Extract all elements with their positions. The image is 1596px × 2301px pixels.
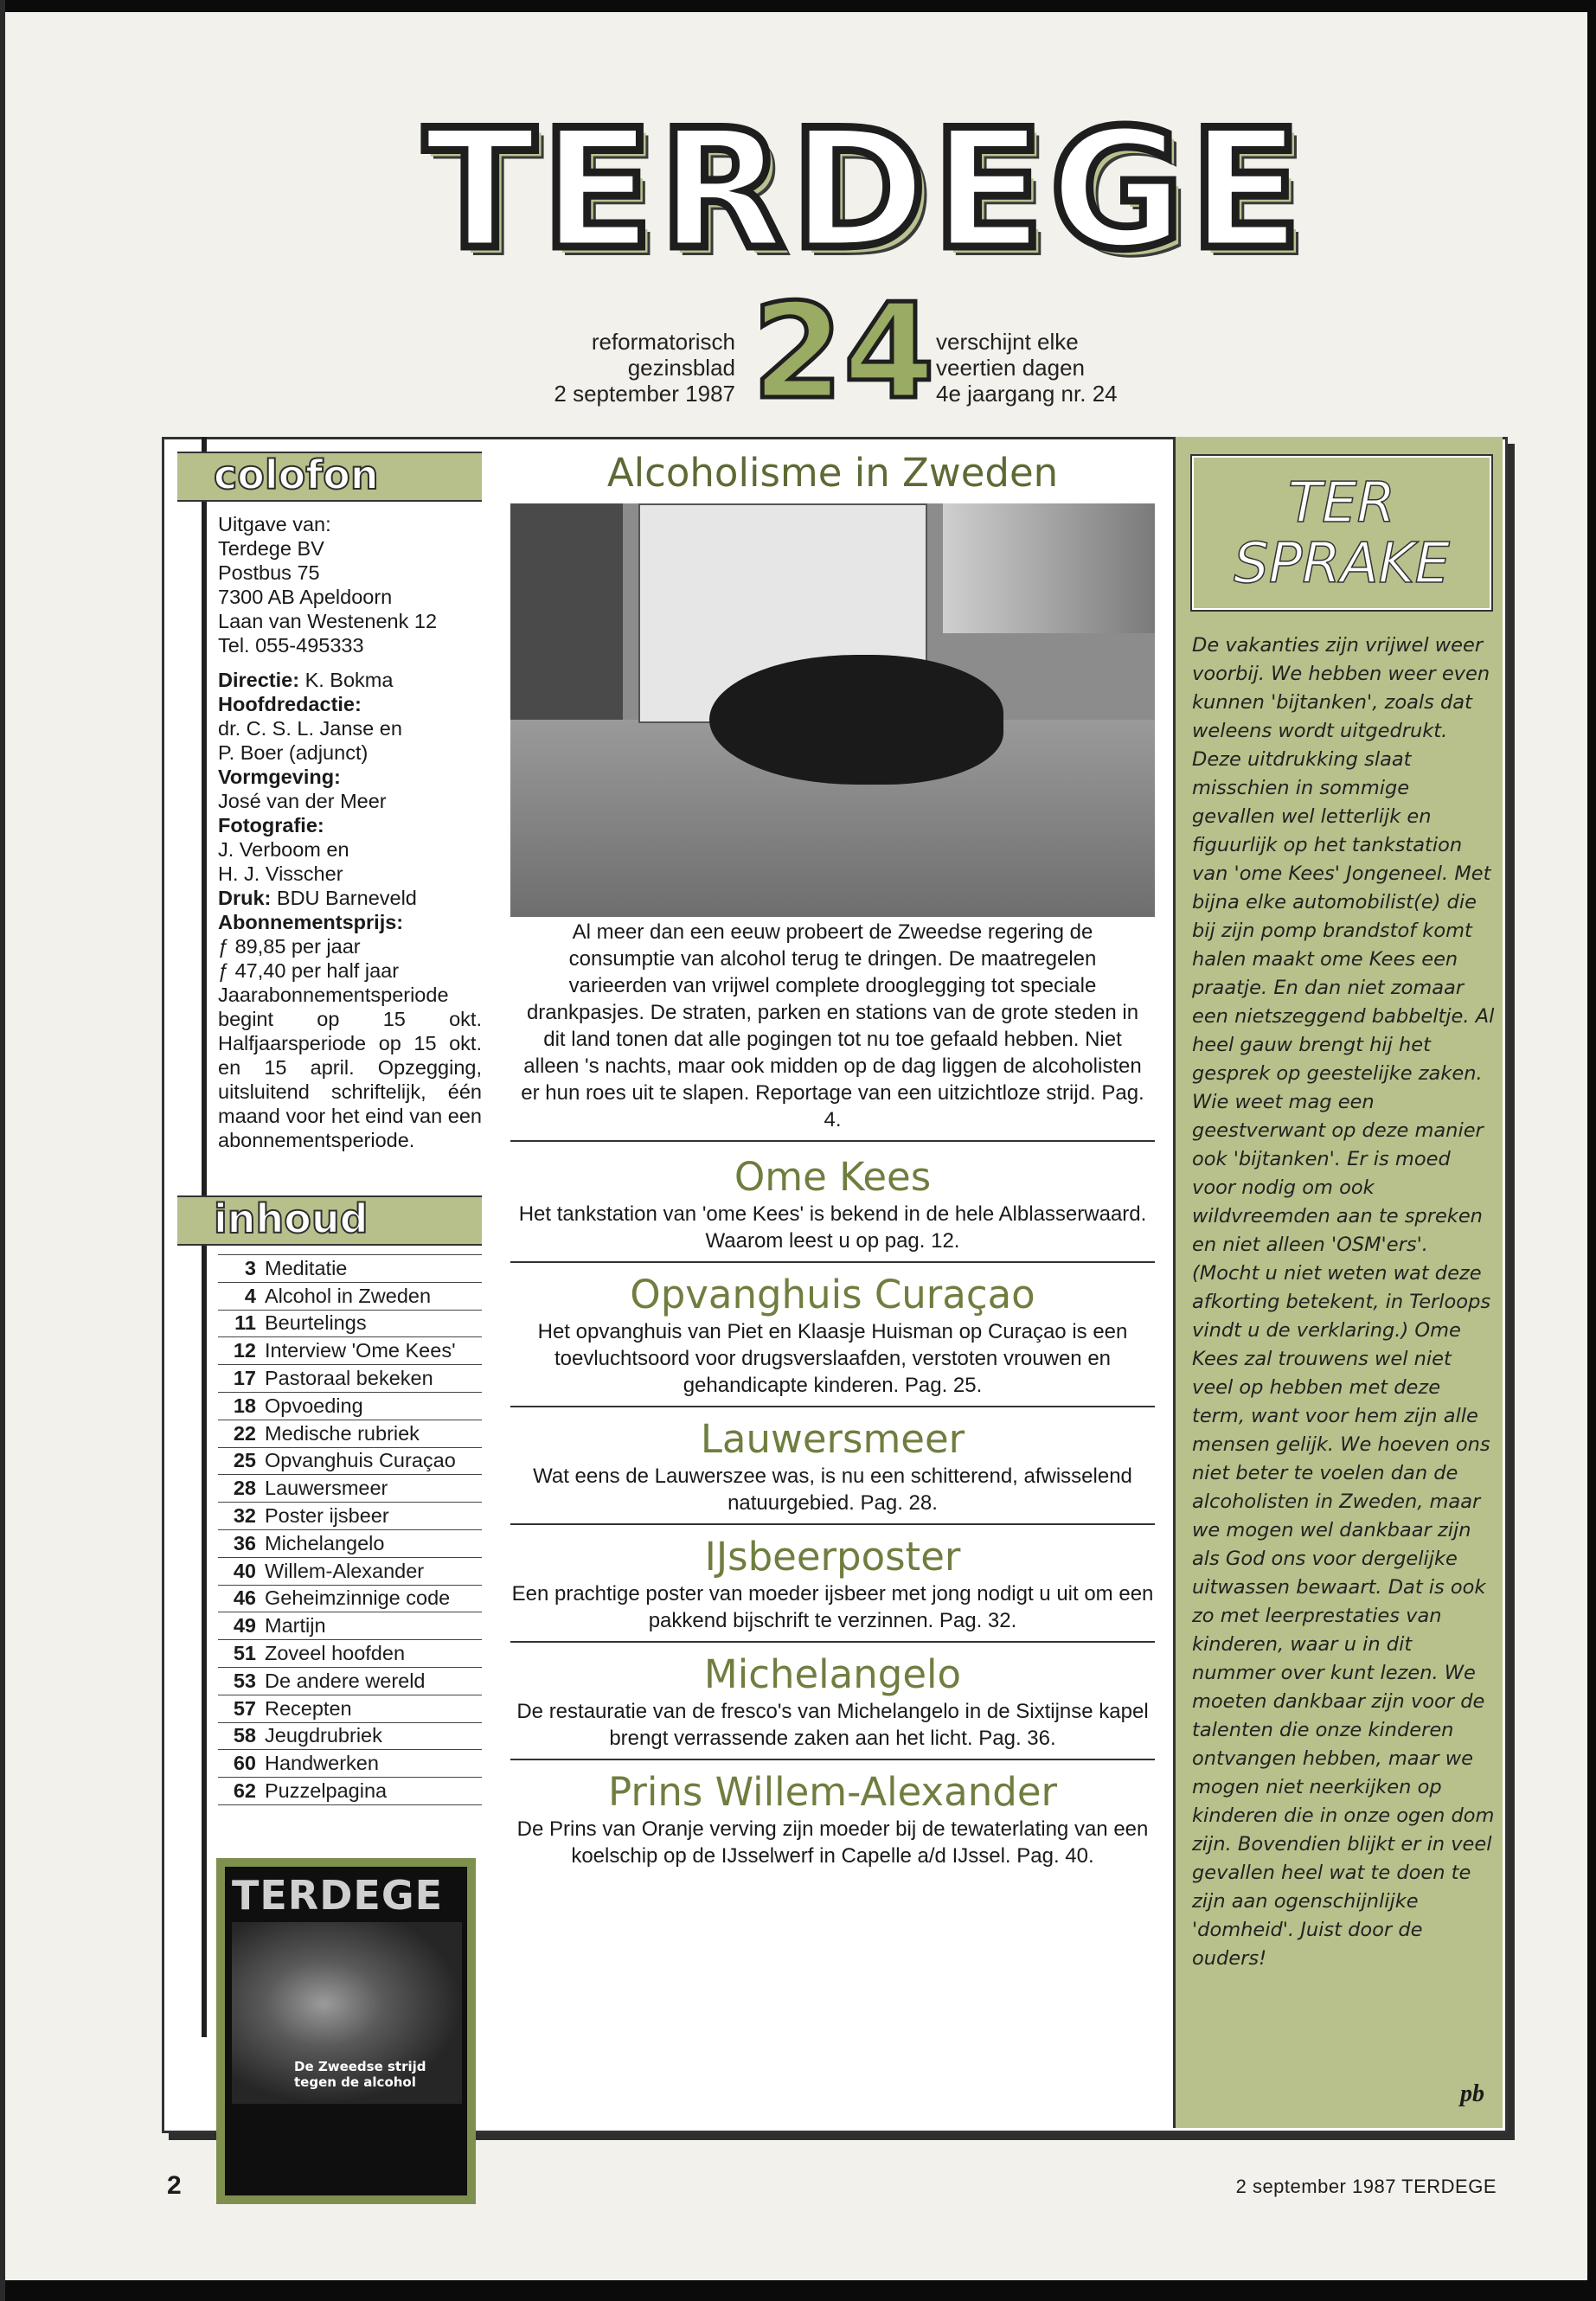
- toc-title: Pastoraal bekeken: [265, 1366, 433, 1389]
- article-divider: [510, 1641, 1155, 1643]
- toc-title: Opvanghuis Curaçao: [265, 1449, 456, 1472]
- toc-page-number: 46: [233, 1586, 256, 1610]
- table-of-contents: [218, 1254, 482, 1805]
- toc-page-number: 3: [244, 1256, 256, 1279]
- colofon-label: [218, 765, 482, 789]
- inhoud-heading: inhoud: [177, 1195, 482, 1246]
- toc-title: Willem-Alexander: [265, 1559, 425, 1582]
- colofon-label: Directie:: [218, 669, 300, 691]
- toc-page-number: 17: [233, 1366, 256, 1389]
- colofon-value: H. J. Visscher: [218, 862, 343, 885]
- article-title: IJsbeerposter: [704, 1534, 961, 1580]
- toc-item: [218, 1337, 482, 1365]
- article-divider: [510, 1261, 1155, 1263]
- toc-page-number: 22: [233, 1421, 256, 1445]
- toc-item: [218, 1723, 482, 1751]
- colofon-label: [218, 910, 482, 934]
- toc-item: [218, 1365, 482, 1393]
- colofon-value: dr. C. S. L. Janse en: [218, 717, 402, 740]
- article-summary: Het opvanghuis van Piet en Klaasje Huisman op Curaçao is een toevluchtsoord voor drugsverslaafden, verstoten vrouwen en gehandicapte kinderen. Pag. 25.: [537, 1320, 1128, 1397]
- issue-number: 24: [752, 275, 935, 428]
- toc-item: [218, 1283, 482, 1311]
- ter-sprake-heading-line: TER: [1288, 471, 1395, 535]
- toc-title: Meditatie: [265, 1256, 348, 1279]
- colofon-price: ƒ 89,85 per jaar: [218, 935, 361, 958]
- toc-title: Medische rubriek: [265, 1421, 420, 1445]
- colofon-value: BDU Barneveld: [276, 887, 417, 909]
- article-title: Opvanghuis Curaçao: [630, 1272, 1035, 1317]
- scan-border-bottom: [0, 2280, 1596, 2301]
- cover-title: TERDEGE: [232, 1872, 444, 1919]
- colofon-directie: [218, 668, 482, 692]
- toc-page-number: 57: [233, 1696, 256, 1720]
- masthead-left-line: gezinsblad: [627, 355, 735, 381]
- ter-sprake-heading: [1192, 456, 1491, 610]
- footer-text: 2 september 1987 TERDEGE: [1235, 2176, 1497, 2197]
- toc-title: Interview 'Ome Kees': [265, 1339, 456, 1362]
- toc-title: Opvoeding: [265, 1394, 363, 1417]
- toc-page-number: 36: [233, 1531, 256, 1554]
- toc-page-number: 49: [233, 1614, 256, 1638]
- toc-title: Lauwersmeer: [265, 1477, 388, 1500]
- colofon-price: ƒ 47,40 per half jaar: [218, 959, 400, 982]
- toc-item: [218, 1586, 482, 1613]
- colofon-heading: colofon: [177, 452, 482, 502]
- colofon-value: J. Verboom en: [218, 838, 349, 861]
- toc-page-number: 28: [233, 1477, 256, 1500]
- colofon-value: K. Bokma: [304, 669, 394, 691]
- photo-spacer: [510, 497, 1155, 919]
- toc-item: [218, 1393, 482, 1420]
- toc-page-number: 40: [233, 1559, 256, 1582]
- article-summary: Het tankstation van 'ome Kees' is bekend in de hele Alblasserwaard. Waarom leest u op pag. 12.: [518, 1202, 1147, 1253]
- toc-item: [218, 1750, 482, 1778]
- toc-title: Zoveel hoofden: [265, 1641, 406, 1664]
- colofon-phone: Tel. 055-495333: [218, 634, 364, 657]
- articles-column: [510, 450, 1155, 1869]
- toc-page-number: 4: [244, 1284, 256, 1307]
- toc-title: Martijn: [265, 1614, 326, 1638]
- toc-item: [218, 1254, 482, 1283]
- toc-item: [218, 1311, 482, 1338]
- masthead-right-line: verschijnt elke: [936, 329, 1079, 355]
- colofon-line: 7300 AB Apeldoorn: [218, 586, 393, 608]
- colofon-label: [218, 813, 482, 837]
- article-title: Ome Kees: [734, 1154, 932, 1200]
- toc-page-number: 25: [233, 1449, 256, 1472]
- toc-item: [218, 1420, 482, 1448]
- toc-page-number: 32: [233, 1503, 256, 1527]
- colofon-label-text: Vormgeving:: [218, 766, 341, 788]
- colofon-label: [218, 692, 482, 716]
- colofon-label-text: Fotografie:: [218, 814, 324, 836]
- page-number: 2: [167, 2171, 182, 2200]
- toc-page-number: 53: [233, 1669, 256, 1692]
- article-title: Lauwersmeer: [700, 1416, 965, 1462]
- article-summary: Wat eens de Lauwerszee was, is nu een schitterend, afwisselend natuurgebied. Pag. 28.: [533, 1465, 1132, 1515]
- toc-title: Jeugdrubriek: [265, 1724, 382, 1747]
- colofon-line: Postbus 75: [218, 561, 320, 584]
- ter-sprake-signature: pb: [1460, 2080, 1484, 2107]
- scan-border-right: [1587, 0, 1596, 2301]
- colofon-line: Laan van Westenenk 12: [218, 610, 438, 632]
- toc-item: [218, 1778, 482, 1805]
- article-divider: [510, 1140, 1155, 1142]
- article-summary: Al meer dan een eeuw probeert de Zweedse regering de consumptie van alcohol terug te dringen. De maatregelen varieerden van vrijwel complete drooglegging tot speciale drankpasjes. De straten, parken en stations van de grote steden in dit land tonen dat alle pogingen tot nu toe gefaald hebben. Niet alleen 's nachts, maar ook midden op de dag liggen de alcoholisten er hun roes uit te slapen. Reportage van een uitzichtloze strijd. Pag. 4.: [521, 920, 1144, 1131]
- toc-page-number: 62: [233, 1779, 256, 1802]
- ter-sprake-text: De vakanties zijn vrijwel weer voorbij. We hebben weer even kunnen 'bijtanken', zoals dat weleens wordt uitgedrukt. Deze uitdrukking slaat misschien in sommige gevallen wel letterlijk en figuurlijk op het tankstation van 'ome Kees' Jongeneel. Met bijna elke automobilist(e) die bij zijn pomp brandstof komt halen maakt ome Kees een praatje. En dan niet zomaar een nietszeggend babbeltje. Al heel gauw brengt hij het gesprek op geestelijke zaken. Wie weet mag een geestverwant op deze manier ook 'bijtanken'. Er is moed voor nodig om ook wildvreemden aan te spreken en niet alleen 'OSM'ers'. (Mocht u niet weten wat deze afkorting betekent, in Terloops vindt u de verklaring.) Ome Kees zal trouwens wel niet veel op hebben met deze term, want voor hem zijn alle mensen gelijk. We hoeven ons niet beter te voelen dan de alcoholisten in Zweden, maar we mogen wel dankbaar zijn als God ons voor dergelijke uitwassen bewaart. Dat is ook zo met leerprestaties van kinderen, waar u in dit nummer over kunt lezen. We moeten dankbaar zijn voor de talenten die onze kinderen ontvangen hebben, maar we mogen niet neerkijken op kinderen die in onze ogen dom zijn. Bovendien blijkt er in veel gevallen heel wat te doen te zijn aan ogenschijnlijke 'domheid'. Juist door de ouders!: [1192, 634, 1495, 1970]
- masthead-left-text: [484, 329, 735, 407]
- toc-item: [218, 1668, 482, 1695]
- toc-title: Puzzelpagina: [265, 1779, 388, 1802]
- toc-item: [218, 1640, 482, 1668]
- toc-item: [218, 1503, 482, 1530]
- ter-sprake-heading-line: SPRAKE: [1234, 532, 1450, 596]
- toc-page-number: 11: [234, 1311, 256, 1335]
- cover-thumbnail: [216, 1858, 476, 2204]
- cover-caption: De Zweedse strijd tegen de alcohol: [294, 2059, 426, 2090]
- toc-title: Recepten: [265, 1696, 352, 1720]
- toc-title: Handwerken: [265, 1752, 379, 1775]
- article-title: Alcoholisme in Zweden: [606, 450, 1059, 496]
- toc-title: Beurtelings: [265, 1311, 367, 1335]
- toc-title: Alcohol in Zweden: [265, 1284, 432, 1307]
- masthead-left-line: reformatorisch: [591, 329, 735, 355]
- toc-title: Geheimzinnige code: [265, 1586, 451, 1610]
- toc-item: [218, 1695, 482, 1723]
- article-summary: Een prachtige poster van moeder ijsbeer met jong nodigt u uit om een pakkend bijschrift te verzinnen. Pag. 32.: [511, 1582, 1154, 1632]
- toc-page-number: 12: [233, 1339, 256, 1362]
- article-title: Michelangelo: [703, 1651, 962, 1697]
- colofon-value: P. Boer (adjunct): [218, 741, 369, 764]
- article-summary: De Prins van Oranje verving zijn moeder bij de tewaterlating van een koelschip op de IJsselwerf in Capelle a/d IJssel. Pag. 40.: [516, 1817, 1149, 1868]
- toc-page-number: 60: [233, 1752, 256, 1775]
- toc-title: Michelangelo: [265, 1531, 385, 1554]
- toc-item: [218, 1475, 482, 1503]
- toc-page-number: 58: [233, 1724, 256, 1747]
- colofon-druk: [218, 886, 482, 910]
- scan-border-top: [0, 0, 1596, 12]
- toc-item: [218, 1448, 482, 1476]
- colofon-value: José van der Meer: [218, 790, 387, 812]
- masthead-volume: 4e jaargang nr. 24: [936, 381, 1118, 407]
- colofon-label-text: Hoofdredactie:: [218, 693, 362, 715]
- masthead-date: 2 september 1987: [554, 381, 735, 407]
- colofon-text: [218, 512, 482, 1152]
- toc-title: Poster ijsbeer: [265, 1503, 389, 1527]
- toc-page-number: 18: [233, 1394, 256, 1417]
- toc-title: De andere wereld: [265, 1669, 426, 1692]
- article-divider: [510, 1523, 1155, 1525]
- colofon-line: Uitgave van:: [218, 513, 331, 535]
- colofon-line: Terdege BV: [218, 537, 324, 560]
- masthead-right-line: veertien dagen: [936, 355, 1086, 381]
- article-divider: [510, 1759, 1155, 1760]
- colofon-label: Druk:: [218, 887, 272, 909]
- article-title: Prins Willem-Alexander: [607, 1769, 1058, 1815]
- toc-item: [218, 1612, 482, 1640]
- article-divider: [510, 1406, 1155, 1407]
- colofon-label-text: Abonnementsprijs:: [218, 911, 404, 933]
- masthead-logo: TERDEGE: [424, 94, 1307, 285]
- toc-item: [218, 1530, 482, 1558]
- scan-border-left: [0, 0, 5, 2301]
- colofon-subscription-terms: Jaarabonnementsperiode begint op 15 okt. Halfjaarsperiode op 15 okt. en 15 april. Opzegging, uitsluitend schriftelijk, één maand voor het eind van een abonnementsperiode.: [218, 984, 482, 1151]
- article-summary: De restauratie van de fresco's van Michelangelo in de Sixtijnse kapel brengt verrassende zaken aan het licht. Pag. 36.: [516, 1700, 1149, 1750]
- masthead-right-text: [936, 329, 1195, 407]
- toc-item: [218, 1558, 482, 1586]
- toc-page-number: 51: [233, 1641, 256, 1664]
